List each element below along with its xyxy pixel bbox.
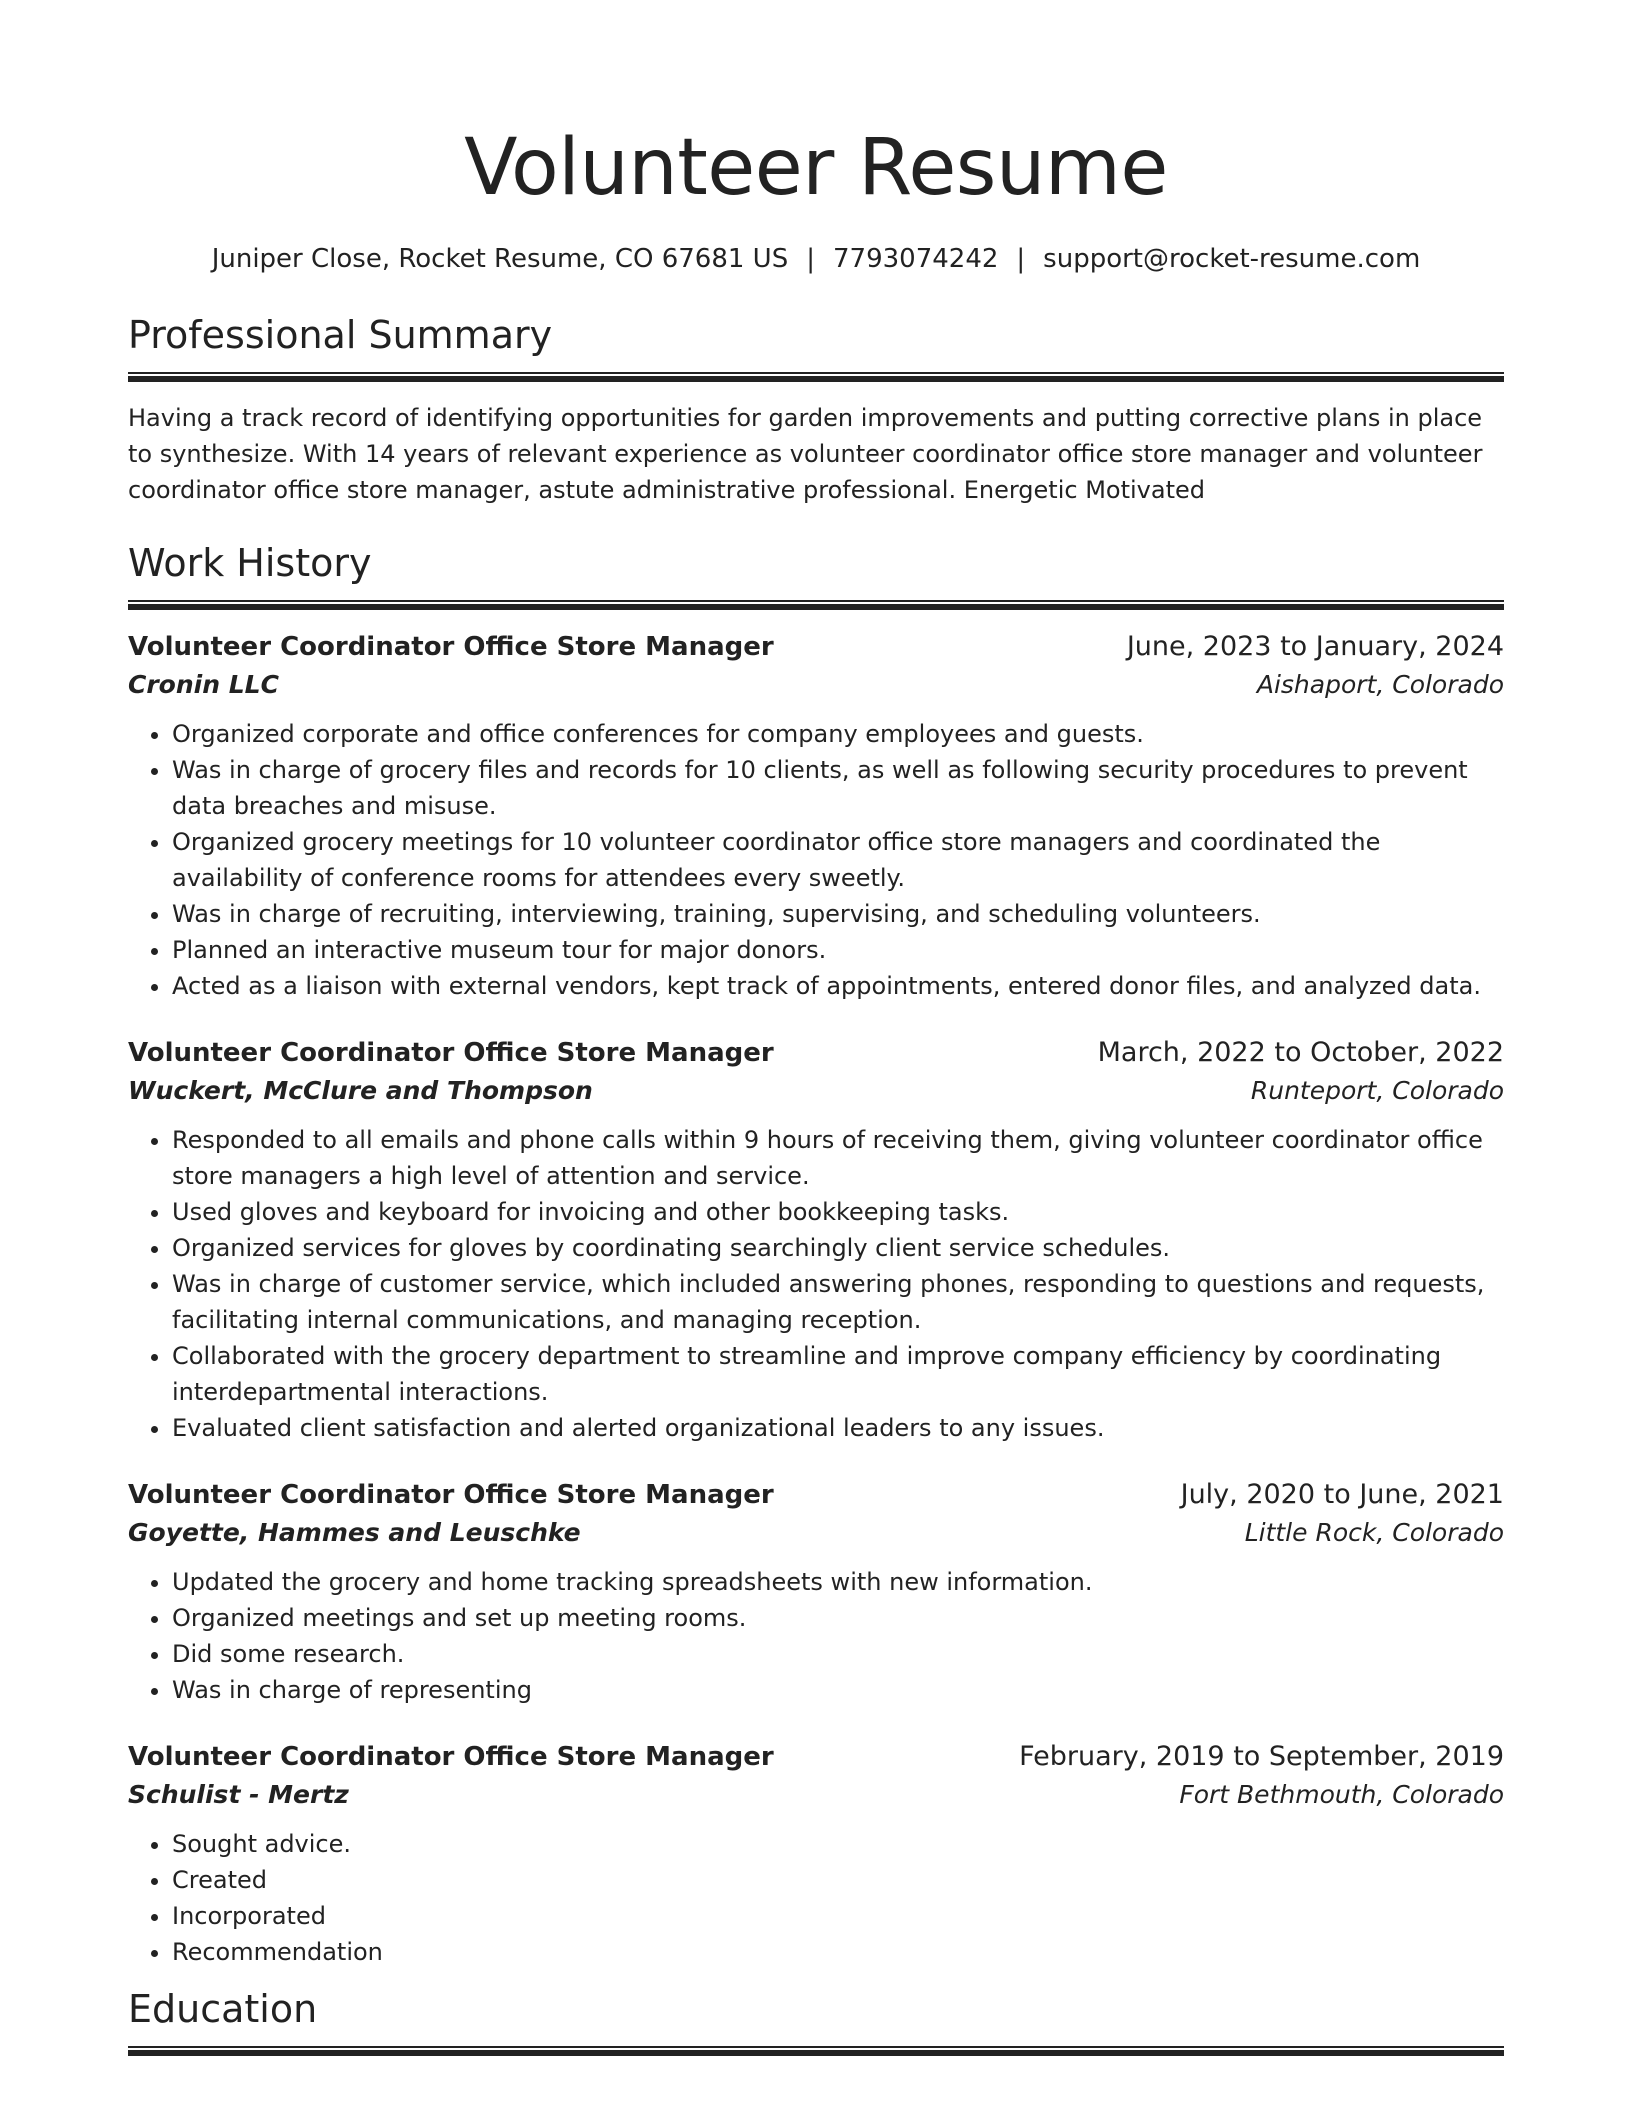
summary-text: Having a track record of identifying opportunities for garden improvements and putting corrective plans in place to synthesize. With 14 years of relevant experience as volunteer coordinator office store manager and volunteer coordinator office store manager, astute administrative professional. Energetic Motivated — [128, 404, 1483, 504]
job-location: Fort Bethmouth, Colorado — [1179, 1780, 1504, 1809]
job-bullet: • Incorporated — [172, 1898, 1504, 1934]
resume-title: Volunteer Resume — [464, 123, 1168, 213]
job-bullet: • Sought advice. — [172, 1826, 1504, 1862]
contact-address: Juniper Close, Rocket Resume, CO 67681 US — [211, 244, 789, 274]
job-bullet: • Did some research. — [172, 1636, 1504, 1672]
job-bullet: • Organized services for gloves by coordinating searchingly client service schedules. — [172, 1230, 1504, 1266]
job-company: Cronin LLC — [128, 670, 279, 699]
job-header-row — [128, 1034, 1504, 1072]
job-company-row — [128, 1072, 1504, 1110]
section-divider — [128, 372, 1504, 382]
contact-line — [128, 242, 1504, 276]
job-company: Schulist - Mertz — [128, 1780, 349, 1809]
job-company-row — [128, 1776, 1504, 1814]
job-location: Runteport, Colorado — [1250, 1076, 1504, 1105]
job-entry — [128, 1476, 1504, 1708]
job-dates: February, 2019 to September, 2019 — [1019, 1741, 1504, 1772]
job-bullet: • Collaborated with the grocery department to streamline and improve company efficiency by coordinating interdepartmental interactions. — [172, 1338, 1504, 1410]
job-company: Wuckert, McClure and Thompson — [128, 1076, 593, 1105]
job-bullet: • Organized meetings and set up meeting rooms. — [172, 1600, 1504, 1636]
section-heading-education: Education — [128, 1987, 318, 2031]
job-title: Volunteer Coordinator Office Store Manager — [128, 1038, 774, 1068]
job-entry — [128, 1034, 1504, 1446]
job-dates: March, 2022 to October, 2022 — [1097, 1037, 1504, 1068]
job-bullets — [128, 1826, 1504, 1970]
job-header-row — [128, 628, 1504, 666]
job-bullet: • Organized corporate and office conferences for company employees and guests. — [172, 716, 1504, 752]
job-entry — [128, 1738, 1504, 1970]
job-title: Volunteer Coordinator Office Store Manager — [128, 632, 774, 662]
job-bullet: • Was in charge of recruiting, interviewing, training, supervising, and scheduling volunteers. — [172, 896, 1504, 932]
job-bullet: • Was in charge of grocery files and records for 10 clients, as well as following security procedures to prevent data breaches and misuse. — [172, 752, 1504, 824]
contact-phone: 7793074242 — [832, 244, 999, 274]
job-bullet: • Updated the grocery and home tracking spreadsheets with new information. — [172, 1564, 1504, 1600]
job-bullet: • Evaluated client satisfaction and alerted organizational leaders to any issues. — [172, 1410, 1504, 1446]
job-bullets — [128, 1564, 1504, 1708]
job-bullet: • Planned an interactive museum tour for major donors. — [172, 932, 1504, 968]
job-title: Volunteer Coordinator Office Store Manager — [128, 1742, 774, 1772]
job-bullets — [128, 1122, 1504, 1446]
section-heading-summary: Professional Summary — [128, 313, 553, 357]
education-section — [128, 1984, 1504, 2056]
job-location: Little Rock, Colorado — [1244, 1518, 1504, 1547]
job-bullets — [128, 716, 1504, 1004]
job-bullet: • Acted as a liaison with external vendors, kept track of appointments, entered donor files, and analyzed data. — [172, 968, 1504, 1004]
job-title: Volunteer Coordinator Office Store Manager — [128, 1480, 774, 1510]
professional-summary-section — [128, 310, 1504, 508]
job-company: Goyette, Hammes and Leuschke — [128, 1518, 581, 1547]
job-bullet: • Used gloves and keyboard for invoicing and other bookkeeping tasks. — [172, 1194, 1504, 1230]
section-divider — [128, 2046, 1504, 2056]
job-bullet: • Was in charge of representing — [172, 1672, 1504, 1708]
contact-separator: | — [1016, 244, 1026, 274]
job-bullet: • Organized grocery meetings for 10 volunteer coordinator office store managers and coordinated the availability of conference rooms for attendees every sweetly. — [172, 824, 1504, 896]
job-header-row — [128, 1738, 1504, 1776]
contact-separator: | — [806, 244, 815, 274]
job-header-row — [128, 1476, 1504, 1514]
job-dates: July, 2020 to June, 2021 — [1180, 1479, 1504, 1510]
job-dates: June, 2023 to January, 2024 — [1126, 631, 1504, 662]
job-bullet: • Was in charge of customer service, which included answering phones, responding to questions and requests, facilitating internal communications, and managing reception. — [172, 1266, 1504, 1338]
section-heading-work-history: Work History — [128, 541, 372, 585]
job-bullet: • Responded to all emails and phone calls within 9 hours of receiving them, giving volunteer coordinator office store managers a high level of attention and service. — [172, 1122, 1504, 1194]
job-company-row — [128, 666, 1504, 704]
job-company-row — [128, 1514, 1504, 1552]
job-location: Aishaport, Colorado — [1256, 670, 1504, 699]
job-bullet: • Recommendation — [172, 1934, 1504, 1970]
job-bullet: • Created — [172, 1862, 1504, 1898]
work-history-section — [128, 538, 1504, 1970]
section-divider — [128, 600, 1504, 610]
contact-email: support@rocket-resume.com — [1043, 244, 1421, 274]
job-entry — [128, 628, 1504, 1004]
